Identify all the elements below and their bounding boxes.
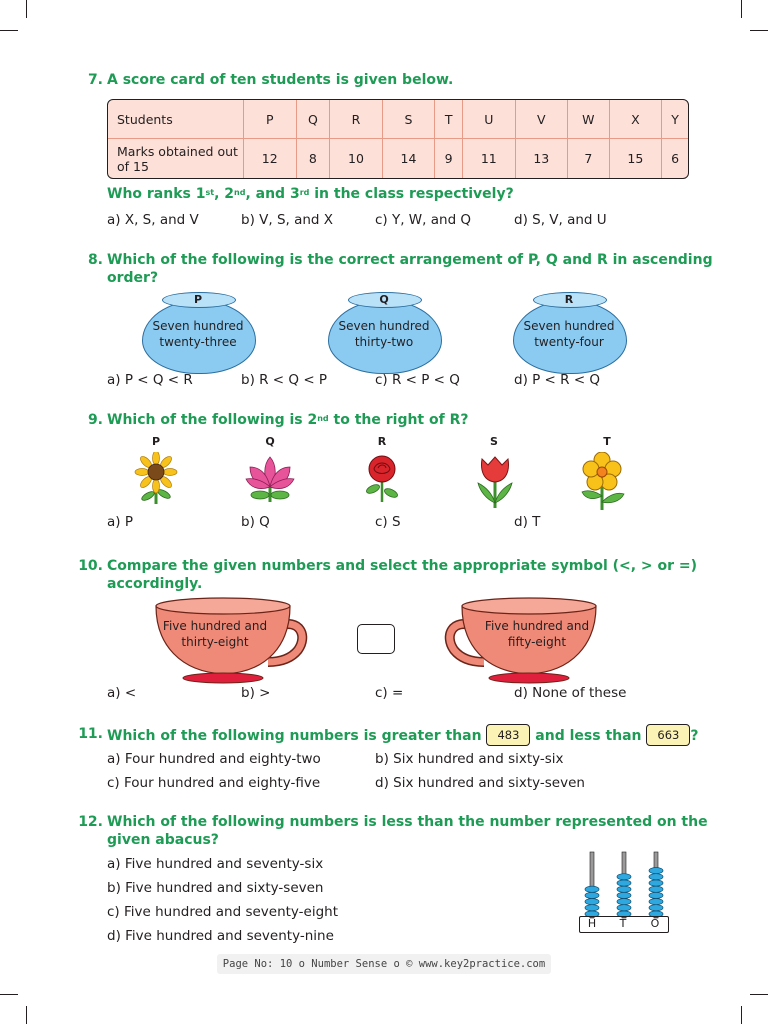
abacus-bead [617,880,631,886]
crop-mark [750,994,768,995]
option-b[interactable]: b) Q [241,514,270,530]
crop-mark [26,1006,27,1024]
number-box-high: 663 [646,724,690,746]
option-c[interactable]: c) = [375,685,404,701]
bowl-text: Seven hundred thirty-two [338,319,430,349]
abacus-bead [649,886,663,892]
bowl-text: Seven hundred twenty-four [523,319,615,349]
marks-cell: 9 [435,139,463,179]
marks-cell: 11 [463,139,516,179]
student-cell: P [244,100,297,139]
marks-cell: 15 [609,139,662,179]
option-d[interactable]: d) T [514,514,541,530]
crop-mark [750,30,768,31]
option-c[interactable]: c) Five hundred and seventy-eight [107,904,339,920]
question-number: 8. [87,252,103,268]
yellow-flower-icon [580,452,630,512]
option-c[interactable]: c) Y, W, and Q [375,212,472,228]
question-11-title: 11. Which of the following numbers is greater than 483 and less than 663 ? [78,726,699,744]
question-7-subtitle: Who ranks 1st, 2nd, and 3rd in the class respectively? [107,186,514,202]
bowl-p [142,292,254,372]
abacus-label: T [619,917,627,930]
score-card-table [107,99,689,179]
question-number: 10. [78,558,103,574]
option-b[interactable]: b) R < Q < P [241,372,328,388]
abacus-bead [649,905,663,911]
flower-label: Q [265,435,275,448]
bowl-text: Seven hundred twenty-three [152,319,244,349]
option-a[interactable]: a) P < Q < R [107,372,193,388]
crop-mark [0,30,18,31]
abacus-bead [649,868,663,874]
student-cell: X [609,100,662,139]
question-number: 9. [87,412,103,428]
abacus-bead [617,905,631,911]
question-10-title: 10. Compare the given numbers and select the appropriate symbol (<, > or =) accordingly. [78,558,698,592]
student-cell: S [382,100,435,139]
option-d[interactable]: d) Six hundred and sixty-seven [375,775,585,791]
lotus-icon [244,455,296,503]
marks-cell: 10 [330,139,383,179]
marks-cell: 13 [515,139,568,179]
option-d[interactable]: d) P < R < Q [514,372,601,388]
abacus-label: H [587,917,597,930]
abacus-bead [617,886,631,892]
student-cell: R [330,100,383,139]
bowl-label: R [564,293,574,306]
flower-label: P [151,435,161,448]
answer-box[interactable] [357,624,395,654]
marks-cell: 14 [382,139,435,179]
bowl-label: P [193,293,203,306]
option-d[interactable]: d) Five hundred and seventy-nine [107,928,334,944]
question-8-title: 8. Which of the following is the correct arrangement of P, Q and R in ascending order? [107,251,713,287]
option-c[interactable]: c) R < P < Q [375,372,460,388]
abacus-bead [617,874,631,880]
abacus-bead [585,892,599,898]
question-12-title: 12. Which of the following numbers is less than the number represented on the given abacus? [78,814,708,848]
question-7-title: 7. A score card of ten students is given below. [107,71,453,89]
cup-left-text: Five hundred and thirty-eight [162,619,268,649]
abacus-icon [575,850,671,922]
option-a[interactable]: a) Five hundred and seventy-six [107,856,324,872]
abacus-bead [585,905,599,911]
student-cell: Q [296,100,330,139]
abacus-base [579,916,669,933]
bowl-r [513,292,625,372]
abacus-bead [617,899,631,905]
marks-cell: 12 [244,139,297,179]
abacus-bead [649,899,663,905]
option-a[interactable]: a) Four hundred and eighty-two [107,751,321,767]
rose-icon [360,455,404,503]
sunflower-icon [134,452,180,506]
option-d[interactable]: d) None of these [514,685,627,701]
students-header: Students [108,100,244,139]
crop-mark [741,0,742,18]
option-b[interactable]: b) > [241,685,271,701]
bowl-label: Q [379,293,389,306]
marks-cell: 7 [568,139,610,179]
option-b[interactable]: b) Six hundred and sixty-six [375,751,564,767]
abacus-bead [649,874,663,880]
page-footer: Page No: 10 o Number Sense o © www.key2practice.com [217,954,551,974]
abacus-bead [649,880,663,886]
option-c[interactable]: c) Four hundred and eighty-five [107,775,321,791]
student-cell: U [463,100,516,139]
abacus-bead [585,886,599,892]
abacus-bead [585,899,599,905]
flower-label: S [490,435,498,448]
question-number: 7. [87,72,103,88]
abacus-bead [617,892,631,898]
student-cell: T [435,100,463,139]
marks-header: Marks obtained out of 15 [108,139,244,179]
option-b[interactable]: b) V, S, and X [241,212,334,228]
option-c[interactable]: c) S [375,514,401,530]
student-cell: V [515,100,568,139]
abacus-label: O [650,917,660,930]
option-a[interactable]: a) X, S, and V [107,212,199,228]
option-d[interactable]: d) S, V, and U [514,212,607,228]
student-cell: W [568,100,610,139]
flower-label: R [377,435,387,448]
question-number: 11. [78,726,103,742]
option-b[interactable]: b) Five hundred and sixty-seven [107,880,324,896]
question-number: 12. [78,814,103,830]
student-cell: Y [662,100,688,139]
abacus-bead [649,892,663,898]
cup-right-text: Five hundred and fifty-eight [484,619,590,649]
bowl-q [328,292,440,372]
question-9-title: 9. Which of the following is 2nd to the right of R? [107,411,469,429]
option-a[interactable]: a) < [107,685,137,701]
flower-label: T [603,435,611,448]
marks-cell: 6 [671,151,680,166]
crop-mark [0,994,18,995]
crop-mark [26,0,27,18]
number-box-low: 483 [486,724,530,746]
crop-mark [741,1006,742,1024]
option-a[interactable]: a) P [107,514,133,530]
marks-cell: 8 [296,139,330,179]
tulip-icon [470,455,520,509]
